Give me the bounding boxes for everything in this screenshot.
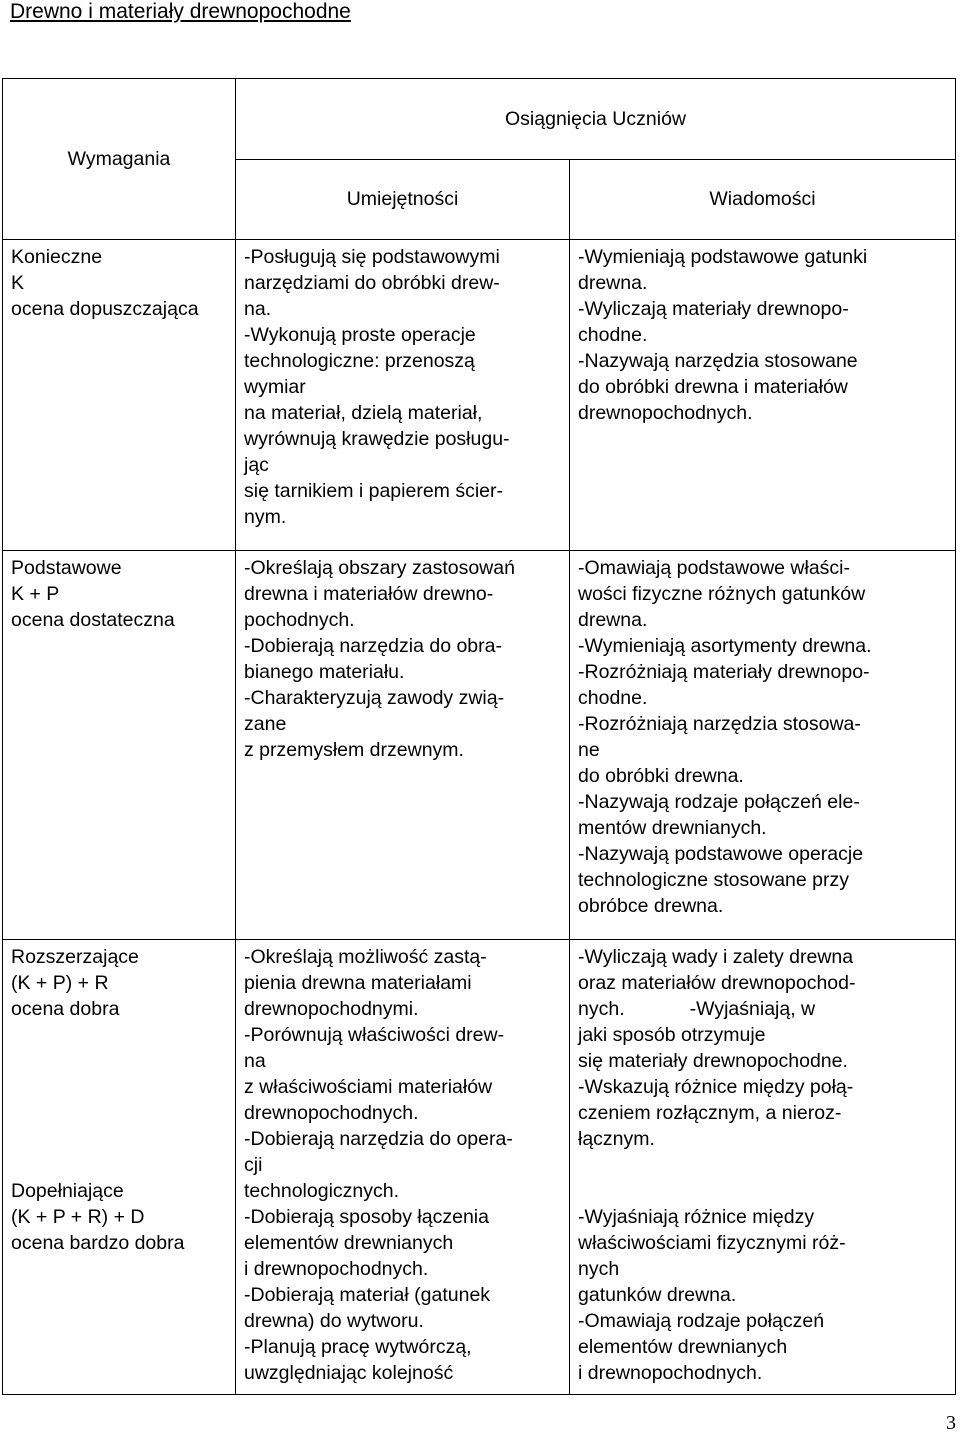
requirements-table <box>2 78 956 1395</box>
knowledge-line: łącznym. <box>578 1128 655 1150</box>
skill-line: drewna i materiałów drewno- <box>244 583 494 605</box>
skill-line: -Dobierają materiał (gatunek <box>244 1284 491 1306</box>
knowledge-line: elementów drewnianych <box>578 1336 788 1358</box>
knowledge-line: wości fizyczne różnych gatunków <box>578 583 866 605</box>
skill-line: drewna) do wytworu. <box>244 1310 424 1332</box>
skill-line: -Określają obszary zastosowań <box>244 557 515 579</box>
skill-line: technologiczne: przenoszą <box>244 350 475 372</box>
requirement-cell <box>3 940 236 1395</box>
knowledge-line: mentów drewnianych. <box>578 817 767 839</box>
table-row <box>3 551 956 940</box>
requirement-line: K <box>11 272 25 294</box>
skill-line: z przemysłem drzewnym. <box>244 739 464 761</box>
skill-line: -Posługują się podstawowymi <box>244 246 500 268</box>
skill-line: drewnopochodnymi. <box>244 998 419 1020</box>
requirement-line: ocena bardzo dobra <box>11 1232 185 1254</box>
header-wymagania <box>3 79 236 240</box>
skill-line: pochodnych. <box>244 609 355 631</box>
skill-line: drewnopochodnych. <box>244 1102 419 1124</box>
knowledge-line: -Omawiają podstawowe właści- <box>578 557 851 579</box>
skill-line: nym. <box>244 506 287 528</box>
knowledge-line: gatunków drewna. <box>578 1284 737 1306</box>
knowledge-line: -Wyjaśniają różnice między <box>578 1206 815 1228</box>
table-row <box>3 940 956 1395</box>
table-row <box>3 240 956 551</box>
knowledge-cell <box>570 551 956 940</box>
knowledge-line: nych. -Wyjaśniają, w <box>578 998 816 1020</box>
requirement-line: ocena dostateczna <box>11 609 175 631</box>
knowledge-line: do obróbki drewna. <box>578 765 744 787</box>
knowledge-cell <box>570 240 956 551</box>
requirement-line: ocena dopuszczająca <box>11 298 199 320</box>
skill-line: -Charakteryzują zawody zwią- <box>244 687 505 709</box>
knowledge-line: jaki sposób otrzymuje <box>578 1024 766 1046</box>
knowledge-line: chodne. <box>578 324 648 346</box>
skill-line: cji <box>244 1154 263 1176</box>
knowledge-line: -Wymieniają asortymenty drewna. <box>578 635 872 657</box>
knowledge-line: ne <box>578 739 600 761</box>
skill-line: na <box>244 1050 266 1072</box>
skills-cell <box>236 240 570 551</box>
skill-line: na materiał, dzielą materiał, <box>244 402 483 424</box>
knowledge-line: drewnopochodnych. <box>578 402 753 424</box>
skill-line: zane <box>244 713 287 735</box>
requirement-line: K + P <box>11 583 60 605</box>
skill-line: uwzględniając kolejność <box>244 1362 454 1384</box>
knowledge-line: chodne. <box>578 687 648 709</box>
skill-line: i drewnopochodnych. <box>244 1258 429 1280</box>
skill-line: -Planują pracę wytwórczą, <box>244 1336 472 1358</box>
knowledge-line: -Wskazują różnice między połą- <box>578 1076 854 1098</box>
requirement-line: (K + P) + R <box>11 972 109 994</box>
knowledge-line: do obróbki drewna i materiałów <box>578 376 848 398</box>
skill-line: technologicznych. <box>244 1180 400 1202</box>
knowledge-line: się materiały drewnopochodne. <box>578 1050 848 1072</box>
requirement-cell <box>3 240 236 551</box>
header-umiejetnosci <box>236 159 570 240</box>
header-osiagniecia-label: Osiągnięcia Uczniów <box>505 107 686 130</box>
knowledge-cell <box>570 940 956 1395</box>
knowledge-line: technologiczne stosowane przy <box>578 869 849 891</box>
knowledge-line: obróbce drewna. <box>578 895 724 917</box>
skill-line: -Dobierają sposoby łączenia <box>244 1206 489 1228</box>
knowledge-line: -Omawiają rodzaje połączeń <box>578 1310 825 1332</box>
knowledge-line: -Rozróżniają materiały drewnopo- <box>578 661 870 683</box>
skill-line: -Określają możliwość zastą- <box>244 946 487 968</box>
requirement-line: Konieczne <box>11 246 103 268</box>
knowledge-line: -Wyliczają wady i zalety drewna <box>578 946 854 968</box>
knowledge-line: nych <box>578 1258 620 1280</box>
header-wymagania-label: Wymagania <box>67 148 171 170</box>
knowledge-line <box>578 1178 947 1204</box>
knowledge-line: drewna. <box>578 609 648 631</box>
knowledge-line: -Nazywają rodzaje połączeń ele- <box>578 791 860 813</box>
page-number: 3 <box>946 1412 956 1434</box>
skills-cell <box>236 940 570 1395</box>
skill-line: z właściwościami materiałów <box>244 1076 493 1098</box>
knowledge-line: -Nazywają narzędzia stosowane <box>578 350 858 372</box>
requirement-line: (K + P + R) + D <box>11 1206 145 1228</box>
skill-line: -Wykonują proste operacje <box>244 324 476 346</box>
knowledge-line <box>578 1152 947 1178</box>
skill-line: elementów drewnianych <box>244 1232 454 1254</box>
requirement-cell <box>3 551 236 940</box>
skill-line: wymiar <box>244 376 306 398</box>
knowledge-line: właściwościami fizycznymi róż- <box>578 1232 846 1254</box>
requirement-line: Dopełniające <box>11 1180 124 1202</box>
knowledge-line: -Wyliczają materiały drewnopo- <box>578 298 849 320</box>
knowledge-line: -Wymieniają podstawowe gatunki <box>578 246 868 268</box>
knowledge-line: drewna. <box>578 272 648 294</box>
knowledge-line: czeniem rozłącznym, a nieroz- <box>578 1102 842 1124</box>
skills-cell <box>236 551 570 940</box>
knowledge-line: -Nazywają podstawowe operacje <box>578 843 864 865</box>
skill-line: -Porównują właściwości drew- <box>244 1024 505 1046</box>
header-wiadomosci-label: Wiadomości <box>709 188 816 211</box>
skill-line: bianego materiału. <box>244 661 405 683</box>
knowledge-line: -Rozróżniają narzędzia stosowa- <box>578 713 861 735</box>
requirement-line: Rozszerzające <box>11 946 139 968</box>
skill-line: pienia drewna materiałami <box>244 972 472 994</box>
skill-line: na. <box>244 298 272 320</box>
skill-line: jąc <box>244 454 269 476</box>
requirement-line: Podstawowe <box>11 557 122 579</box>
requirement-line: ocena dobra <box>11 998 120 1020</box>
knowledge-line: i drewnopochodnych. <box>578 1362 763 1384</box>
skill-line: wyrównują krawędzie posługu- <box>244 428 510 450</box>
document-title: Drewno i materiały drewnopochodne <box>10 0 351 23</box>
skill-line: -Dobierają narzędzia do obra- <box>244 635 502 657</box>
skill-line: się tarnikiem i papierem ścier- <box>244 480 503 502</box>
knowledge-line: oraz materiałów drewnopochod- <box>578 972 856 994</box>
header-osiagniecia <box>236 79 956 160</box>
skill-line: narzędziami do obróbki drew- <box>244 272 500 294</box>
skill-line: -Dobierają narzędzia do opera- <box>244 1128 513 1150</box>
header-umiejetnosci-label: Umiejętności <box>346 188 459 211</box>
header-wiadomosci <box>570 159 956 240</box>
